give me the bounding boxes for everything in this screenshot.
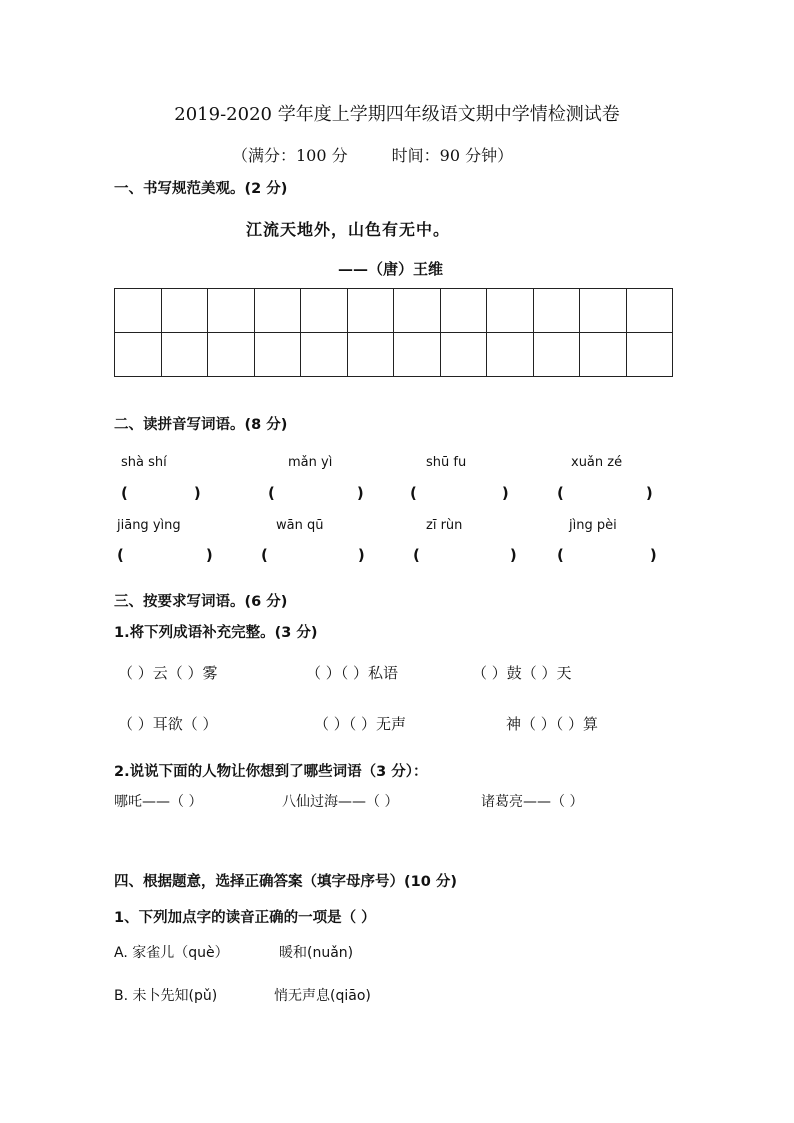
grid-cell[interactable] bbox=[440, 289, 487, 333]
pinyin-item: zī rùn bbox=[426, 518, 463, 533]
idiom-blank[interactable]: （ ）（ ）无声 bbox=[314, 715, 407, 733]
pinyin-item: xuǎn zé bbox=[571, 455, 623, 470]
grid-cell[interactable] bbox=[301, 333, 348, 377]
grid-cell[interactable] bbox=[161, 333, 208, 377]
grid-cell[interactable] bbox=[115, 289, 162, 333]
pinyin-item: mǎn yì bbox=[288, 455, 333, 470]
answer-paren[interactable]: ( ) bbox=[557, 546, 657, 564]
grid-cell[interactable] bbox=[580, 333, 627, 377]
question-label: 1、下列加点字的读音正确的一项是（ ） bbox=[114, 910, 376, 926]
character-item[interactable]: 哪吒——（ ） bbox=[114, 794, 203, 810]
answer-paren[interactable]: ( ) bbox=[117, 546, 213, 564]
character-item[interactable]: 诸葛亮——（ ） bbox=[481, 794, 584, 810]
pinyin-item: wān qū bbox=[276, 518, 324, 533]
answer-paren[interactable]: ( ) bbox=[410, 484, 509, 502]
grid-row bbox=[115, 333, 673, 377]
option-a[interactable]: A. 家雀儿（què） bbox=[114, 945, 229, 961]
grid-cell[interactable] bbox=[208, 333, 255, 377]
grid-cell[interactable] bbox=[440, 333, 487, 377]
section1-heading: 一、书写规范美观。(2 分) bbox=[114, 181, 288, 197]
option-b-word: 悄无声息(qiāo) bbox=[274, 988, 371, 1004]
question-label: 2.说说下面的人物让你想到了哪些词语（3 分）： bbox=[114, 764, 428, 780]
full-score: （满分：100 分 bbox=[232, 146, 348, 165]
idiom-blank[interactable]: （ ）云（ ）雾 bbox=[118, 664, 218, 682]
answer-paren[interactable]: ( ) bbox=[268, 484, 364, 502]
idiom-blank[interactable]: 神（ ）（ ）算 bbox=[506, 715, 599, 733]
grid-cell[interactable] bbox=[394, 333, 441, 377]
grid-cell[interactable] bbox=[347, 333, 394, 377]
answer-paren[interactable]: ( ) bbox=[557, 484, 653, 502]
grid-cell[interactable] bbox=[626, 289, 673, 333]
pinyin-item: shū fu bbox=[426, 455, 467, 470]
poem-line: 江流天地外，山色有无中。 bbox=[246, 220, 451, 239]
section2-heading: 二、读拼音写词语。(8 分) bbox=[114, 417, 288, 433]
option-a-word: 暖和(nuǎn) bbox=[279, 945, 354, 961]
answer-paren[interactable]: ( ) bbox=[413, 546, 517, 564]
grid-cell[interactable] bbox=[254, 289, 301, 333]
grid-cell[interactable] bbox=[626, 333, 673, 377]
exam-info bbox=[232, 143, 513, 166]
idiom-blank[interactable]: （ ）耳欲（ ） bbox=[118, 715, 218, 733]
grid-cell[interactable] bbox=[580, 289, 627, 333]
option-b[interactable]: B. 未卜先知(pǔ) bbox=[114, 988, 218, 1004]
pinyin-item: jìng pèi bbox=[569, 518, 617, 533]
pinyin-item: jiāng yìng bbox=[117, 518, 181, 533]
grid-cell[interactable] bbox=[347, 289, 394, 333]
grid-cell[interactable] bbox=[487, 333, 534, 377]
grid-cell[interactable] bbox=[533, 333, 580, 377]
pinyin-item: shà shí bbox=[121, 455, 167, 470]
page-title: 2019-2020 学年度上学期四年级语文期中学情检测试卷 bbox=[174, 104, 620, 125]
section3-heading: 三、按要求写词语。(6 分) bbox=[114, 594, 288, 610]
grid-cell[interactable] bbox=[161, 289, 208, 333]
grid-cell[interactable] bbox=[487, 289, 534, 333]
writing-grid bbox=[114, 288, 673, 377]
grid-cell[interactable] bbox=[115, 333, 162, 377]
question-label: 1.将下列成语补充完整。(3 分) bbox=[114, 625, 318, 641]
grid-cell[interactable] bbox=[254, 333, 301, 377]
poem-author: ——（唐）王维 bbox=[338, 260, 444, 278]
character-item[interactable]: 八仙过海——（ ） bbox=[282, 794, 399, 810]
grid-cell[interactable] bbox=[533, 289, 580, 333]
grid-cell[interactable] bbox=[208, 289, 255, 333]
grid-cell[interactable] bbox=[394, 289, 441, 333]
exam-time: 时间：90 分钟） bbox=[391, 146, 514, 165]
grid-cell[interactable] bbox=[301, 289, 348, 333]
idiom-blank[interactable]: （ ）（ ）私语 bbox=[306, 664, 399, 682]
section4-heading: 四、根据题意，选择正确答案（填字母序号）(10 分) bbox=[114, 874, 457, 890]
answer-paren[interactable]: ( ) bbox=[261, 546, 365, 564]
answer-paren[interactable]: ( ) bbox=[121, 484, 201, 502]
grid-row bbox=[115, 289, 673, 333]
idiom-blank[interactable]: （ ）鼓（ ）天 bbox=[472, 664, 572, 682]
